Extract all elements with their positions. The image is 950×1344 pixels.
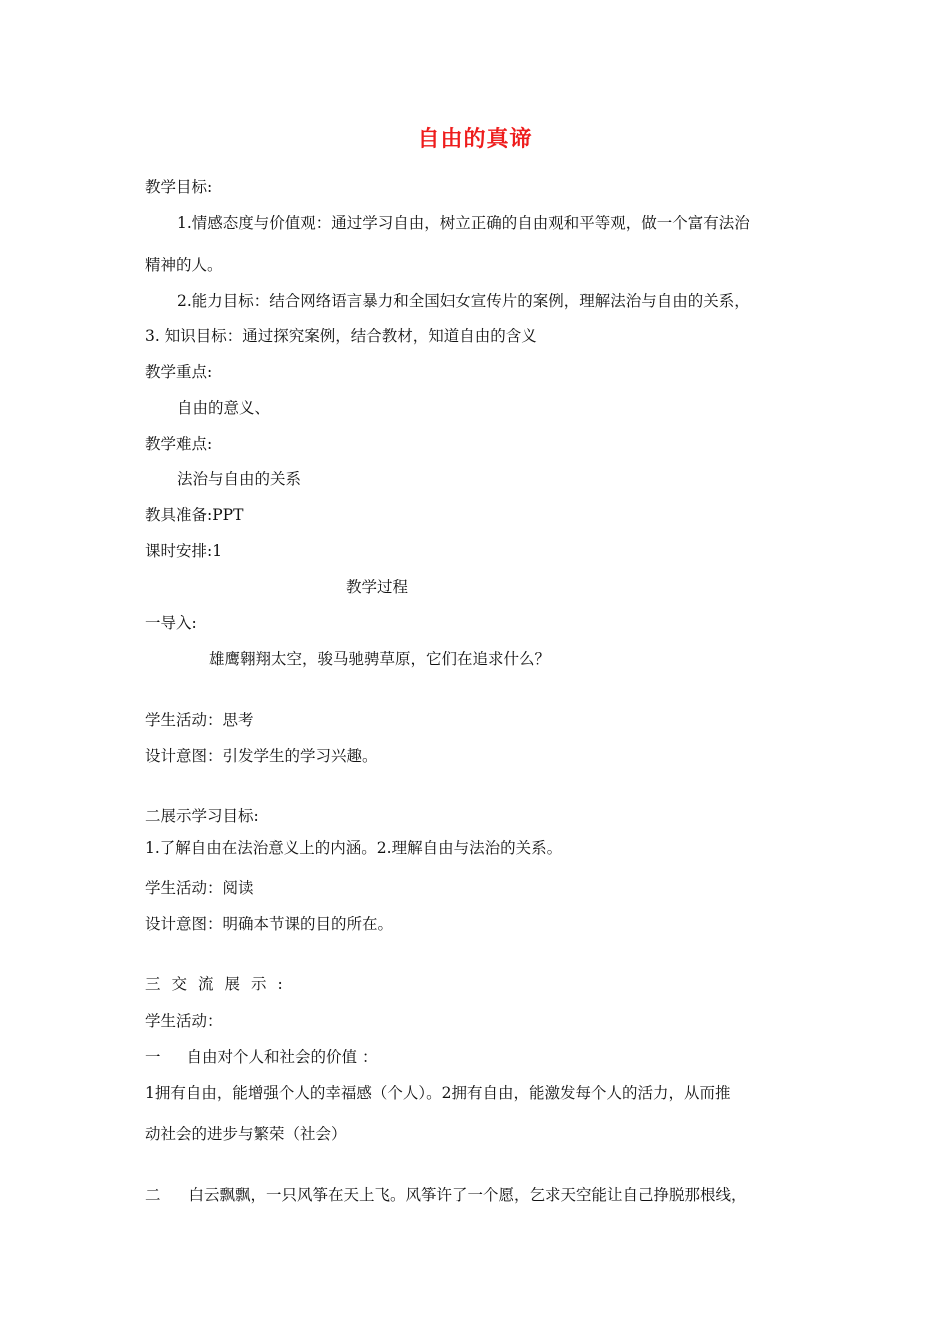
intro-student-activity: 学生活动：思考 xyxy=(145,711,254,729)
value-detail-line-a: 1拥有自由，能增强个人的幸福感（个人）。2拥有自由，能激发每个人的活力，从而推 xyxy=(145,1084,731,1102)
difficulty-heading: 教学难点: xyxy=(145,435,213,453)
intro-question: 雄鹰翱翔太空，骏马驰骋草原，它们在追求什么？ xyxy=(209,650,551,668)
goals-heading: 教学目标: xyxy=(145,178,213,196)
process-heading: 教学过程 xyxy=(346,578,409,596)
exchange-student-activity: 学生活动： xyxy=(145,1012,223,1030)
goal-1-line-a: 1.情感态度与价值观：通过学习自由，树立正确的自由观和平等观，做一个富有法治 xyxy=(177,214,750,232)
value-item-text: 自由对个人和社会的价值 ： xyxy=(186,1048,378,1066)
kite-item-number: 二 xyxy=(145,1186,161,1204)
class-schedule-line: 课时安排:1 xyxy=(145,542,223,560)
value-detail-line-b: 动社会的进步与繁荣（社会） xyxy=(145,1125,347,1143)
goal-2-line: 2.能力目标：结合网络语言暴力和全国妇女宣传片的案例，理解法治与自由的关系， xyxy=(177,292,750,310)
kite-item xyxy=(145,1185,747,1205)
value-item xyxy=(145,1047,377,1067)
goal-3-line: 3. 知识目标：通过探究案例，结合教材，知道自由的含义 xyxy=(145,327,537,345)
key-points-heading: 教学重点: xyxy=(145,363,213,381)
objectives-list: 1.了解自由在法治意义上的内涵。2.理解自由与法治的关系。 xyxy=(145,839,563,857)
intro-heading: 一导入: xyxy=(145,614,197,632)
objectives-heading: 二展示学习目标: xyxy=(145,807,259,825)
goal-1-line-b: 精神的人。 xyxy=(145,256,223,274)
objectives-design-intent: 设计意图：明确本节课的目的所在。 xyxy=(145,915,394,933)
document-title: 自由的真谛 xyxy=(417,127,533,152)
objectives-student-activity: 学生活动：阅读 xyxy=(145,879,254,897)
intro-design-intent: 设计意图：引发学生的学习兴趣。 xyxy=(145,747,378,765)
key-point-text: 自由的意义、 xyxy=(177,399,271,417)
kite-item-text: 白云飘飘，一只风筝在天上飞。风筝许了一个愿，乞求天空能让自己挣脱那根线， xyxy=(188,1186,747,1204)
exchange-heading: 三交流展示: xyxy=(145,975,294,993)
value-item-number: 一 xyxy=(145,1048,161,1066)
teaching-tools-line: 教具准备:PPT xyxy=(145,506,244,524)
difficulty-point-text: 法治与自由的关系 xyxy=(177,470,302,488)
